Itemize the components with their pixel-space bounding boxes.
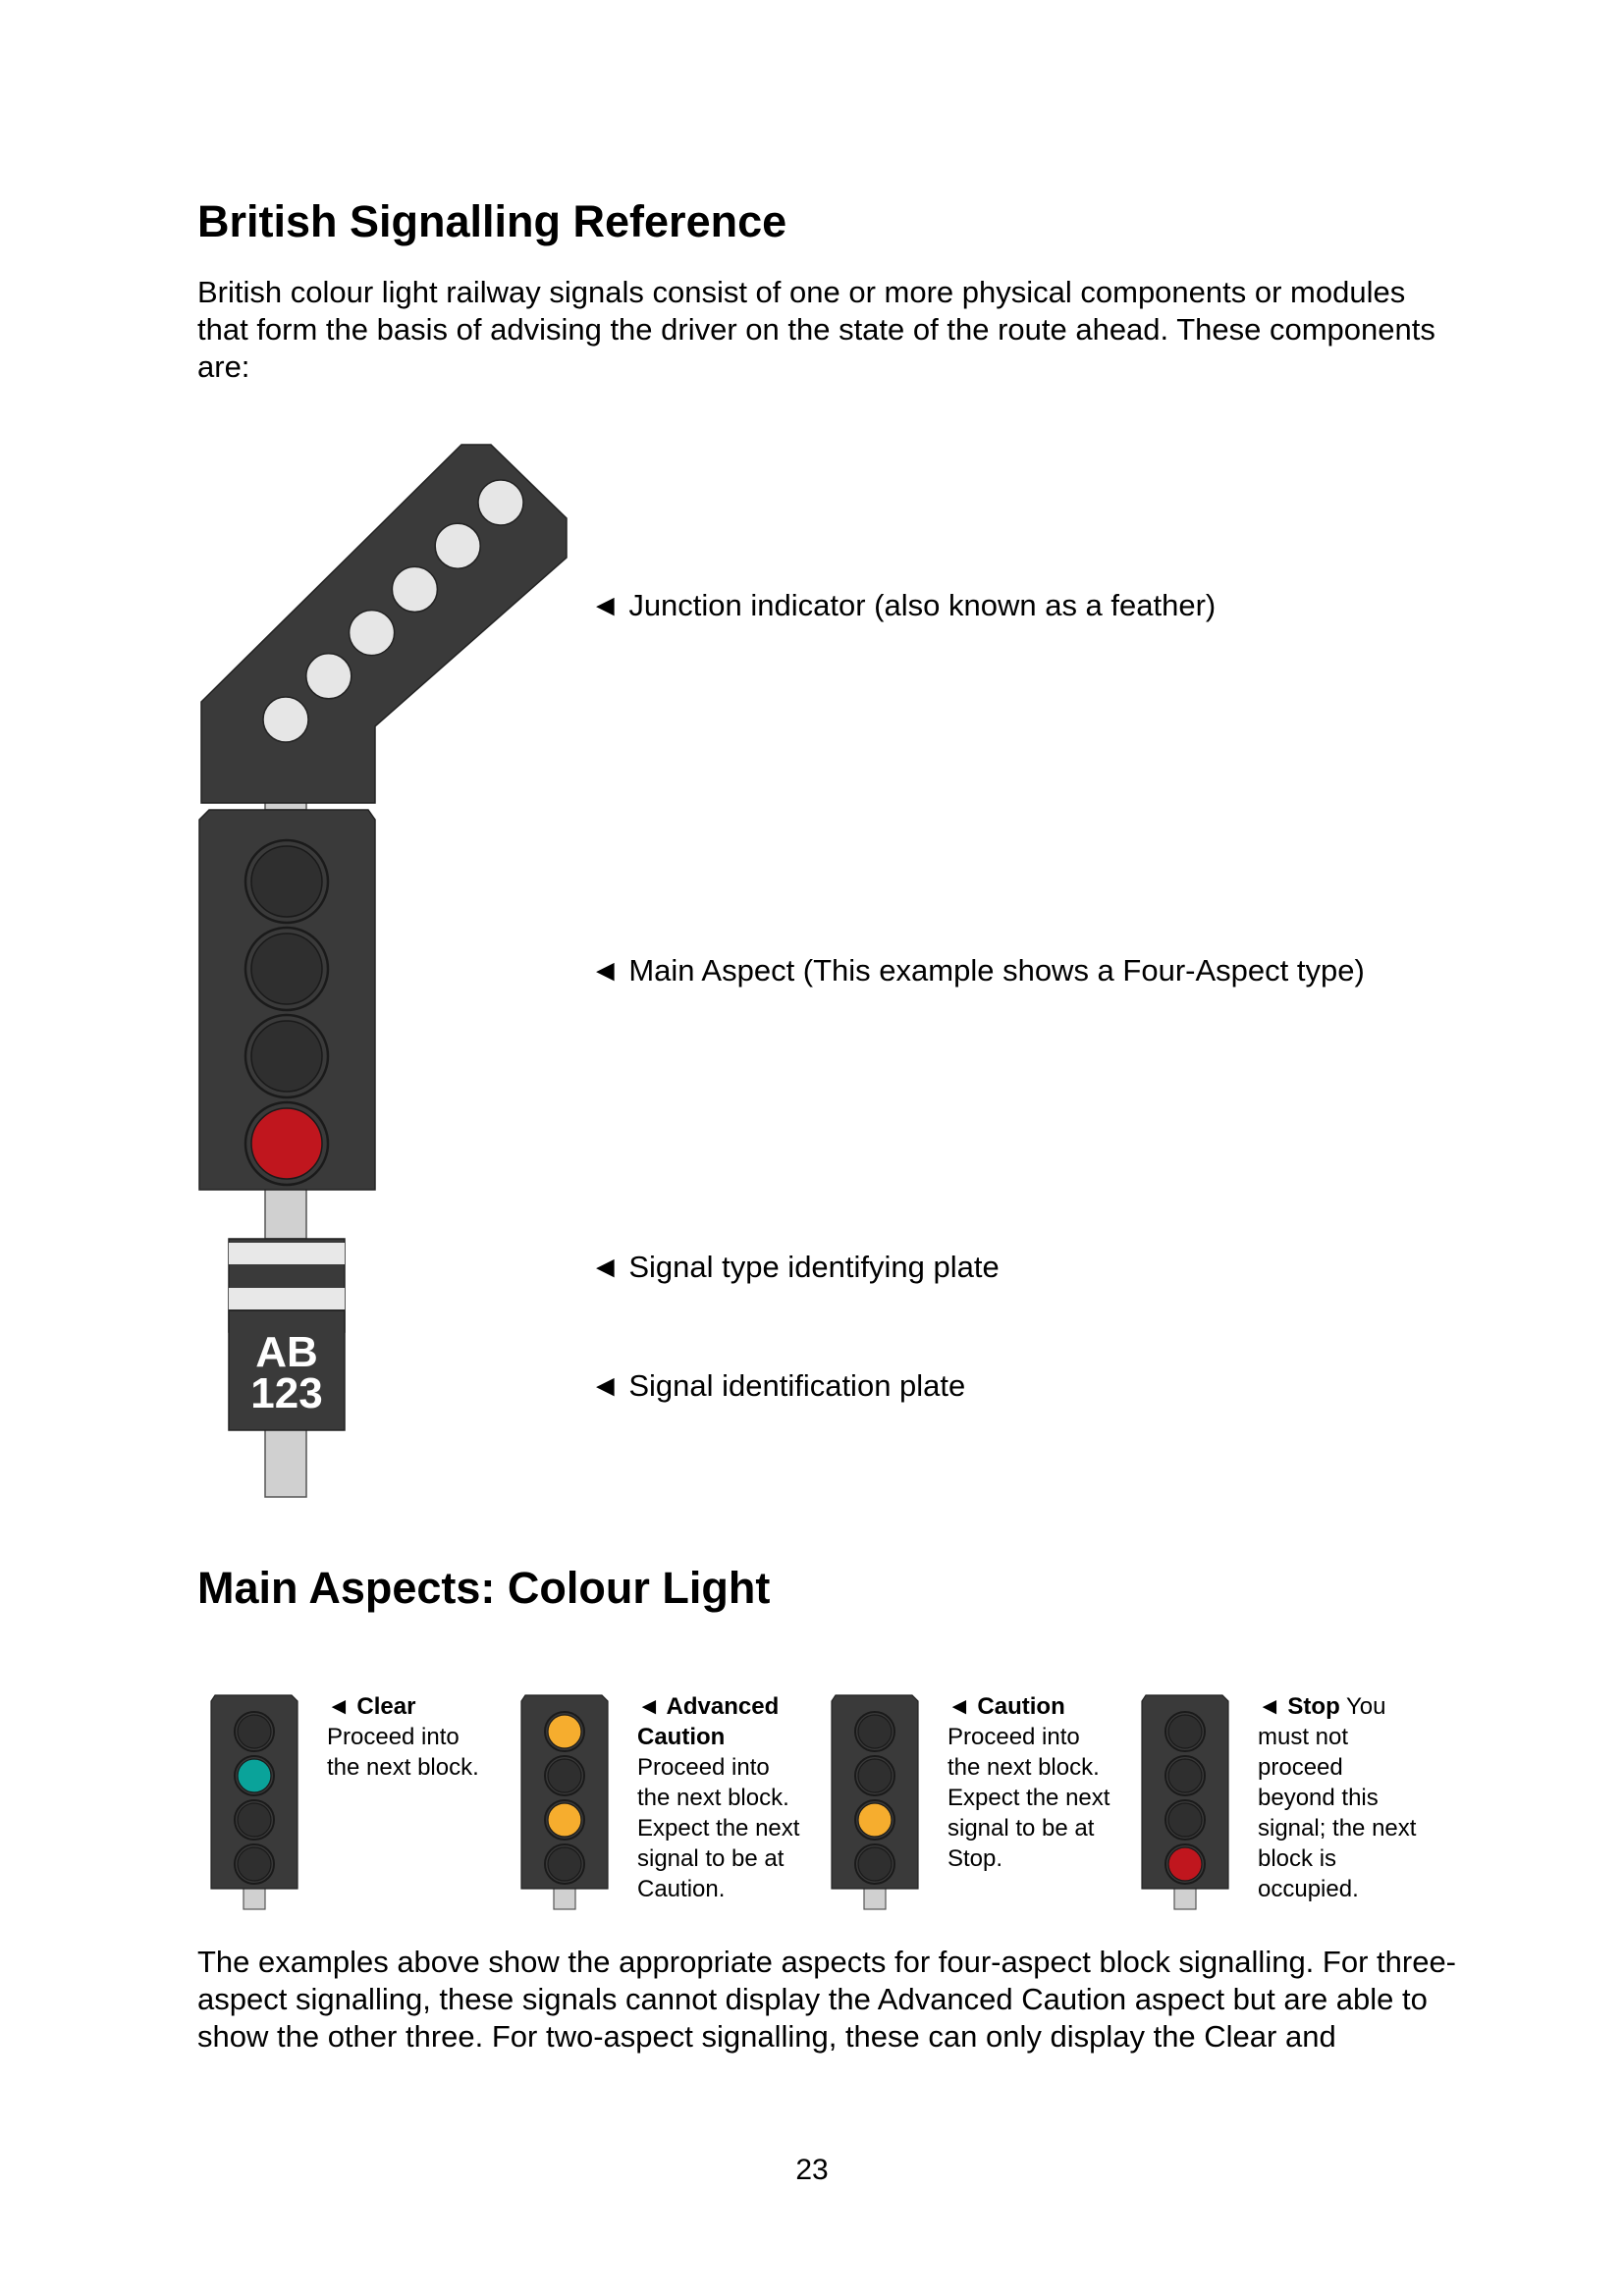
callout-arrow-icon: ◄	[590, 1250, 621, 1284]
aspect-detail: Proceed into the next block.	[327, 1724, 479, 1781]
arrow-icon: ◄	[947, 1693, 978, 1720]
aspect-signal-stop	[1140, 1695, 1233, 1916]
plate-stripe	[229, 1243, 345, 1264]
callout-main-aspect	[590, 952, 1365, 989]
aspect-description	[637, 1691, 804, 1904]
signal-post	[554, 1887, 575, 1909]
feather-lamp-2	[306, 654, 352, 699]
outro-paragraph: The examples above show the appropriate aspects for four-aspect block signalling. For three-aspect signalling, these signals cannot display the Advanced Caution aspect but are able to show the other three. For two-aspect signalling, these can only display the Clear and	[197, 1945, 1457, 2054]
signal-post	[864, 1887, 886, 1909]
aspect-signal-caution	[830, 1695, 923, 1916]
lamp-off-2	[548, 1759, 581, 1792]
signal-diagram	[191, 432, 584, 1512]
aspect-signal-clear	[209, 1695, 302, 1916]
lamp-yellow-1	[548, 1715, 581, 1748]
callout-arrow-icon: ◄	[590, 1368, 621, 1403]
feather-lamp-3	[350, 611, 395, 656]
callout-arrow-icon: ◄	[590, 588, 621, 622]
callout-signal-type-plate	[590, 1249, 1000, 1286]
lamp-off-4	[858, 1847, 892, 1881]
callout-text: Signal identification plate	[628, 1368, 966, 1403]
lamp-off-2	[858, 1759, 892, 1792]
signal-post	[265, 1188, 306, 1239]
id-plate-line2: 123	[250, 1369, 323, 1417]
aspect-title: Advanced Caution	[637, 1693, 780, 1750]
aspect-detail: Proceed into the next block. Expect the next signal to be at Stop.	[947, 1724, 1110, 1872]
lamp-off-4	[238, 1847, 271, 1881]
arrow-icon: ◄	[1258, 1693, 1288, 1720]
lamp-off-1	[1168, 1715, 1202, 1748]
aspects-heading: Main Aspects: Colour Light	[197, 1563, 771, 1613]
callout-text: Junction indicator (also known as a feather)	[628, 588, 1217, 622]
aspect-description	[947, 1691, 1114, 1874]
aspect-description	[327, 1691, 494, 1783]
aspect-signal-advanced-caution	[519, 1695, 613, 1916]
lamp-yellow-3	[548, 1803, 581, 1837]
feather-lamp-6	[478, 480, 523, 525]
lamp-off-2	[1168, 1759, 1202, 1792]
aspect-title: Clear	[356, 1693, 416, 1720]
page-number: 23	[795, 2154, 829, 2186]
callout-junction-indicator	[590, 587, 1216, 624]
feather-lamp-4	[392, 566, 437, 612]
aspect-detail: Proceed into the next block. Expect the next signal to be at Caution.	[637, 1754, 800, 1902]
arrow-icon: ◄	[637, 1693, 667, 1720]
callout-identification-plate	[590, 1367, 965, 1405]
plate-stripe	[229, 1288, 345, 1309]
main-lamp-4	[251, 1108, 322, 1179]
aspect-title: Caution	[977, 1693, 1065, 1720]
page-heading: British Signalling Reference	[197, 196, 787, 246]
signal-post	[244, 1887, 265, 1909]
main-lamp-1	[251, 846, 322, 917]
feather-lamp-1	[263, 697, 308, 742]
lamp-off-3	[238, 1803, 271, 1837]
callout-arrow-icon: ◄	[590, 953, 621, 988]
lamp-red-4	[1168, 1847, 1202, 1881]
aspect-description	[1258, 1691, 1425, 1904]
callout-text: Signal type identifying plate	[628, 1250, 1000, 1284]
lamp-off-1	[238, 1715, 271, 1748]
lamp-off-1	[858, 1715, 892, 1748]
lamp-green-2	[238, 1759, 271, 1792]
main-lamp-3	[251, 1021, 322, 1092]
aspect-title: Stop	[1287, 1693, 1340, 1720]
lamp-yellow-3	[858, 1803, 892, 1837]
arrow-icon: ◄	[327, 1693, 357, 1720]
intro-paragraph: British colour light railway signals consist of one or more physical components or modules that form the basis of advising the driver on the state of the route ahead. These components are:	[197, 275, 1435, 384]
signal-post	[265, 1428, 306, 1497]
main-lamp-2	[251, 934, 322, 1004]
lamp-off-3	[1168, 1803, 1202, 1837]
aspect-detail: You must not proceed beyond this signal; the next block is occupied.	[1258, 1693, 1417, 1902]
id-plate-line1: AB	[255, 1328, 318, 1376]
signal-post	[1174, 1887, 1196, 1909]
feather-lamp-5	[435, 523, 480, 568]
lamp-off-4	[548, 1847, 581, 1881]
callout-text: Main Aspect (This example shows a Four-Aspect type)	[628, 953, 1365, 988]
